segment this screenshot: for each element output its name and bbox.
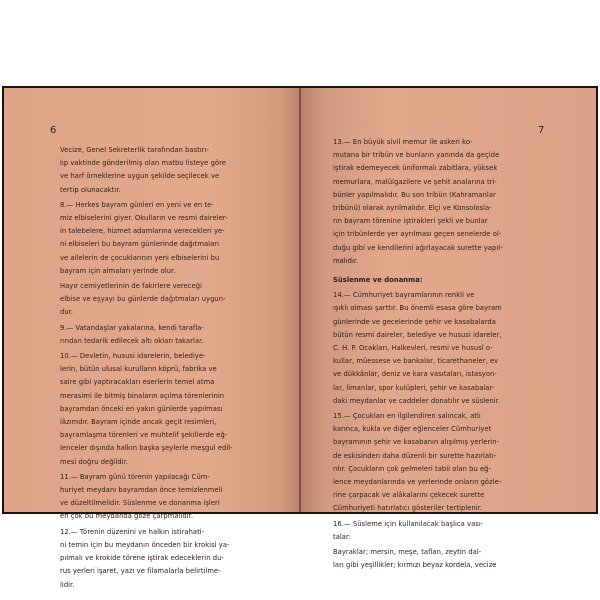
text-line: talar: <box>333 532 352 541</box>
text-line: lenceler dışında halkın başka şeylerle meşgul edil- <box>60 444 233 453</box>
page-number: 7 <box>538 125 545 136</box>
text-line: rus yerleri işaret, yazı ve filamalarla belirtilme- <box>60 567 221 576</box>
text-line: mutana bir tribün ve bunların yanında da geçide <box>333 151 500 160</box>
text-line: Cümhuriyeti hatırlatıcı gösteriler tertiplenir. <box>333 504 483 513</box>
paragraph <box>333 289 557 408</box>
text-line: 12.— Törenin düzenini ve halkın istirahati- <box>60 527 205 536</box>
text-line: lâzımdır. Bayram içinde ancak geçit resimleri, <box>60 418 217 427</box>
paragraph <box>60 471 274 524</box>
paragraph <box>60 322 274 348</box>
text-line: miz elbiselerini giyer. Okulların ve resmi daireler- <box>60 214 228 223</box>
left-page-body <box>60 144 274 594</box>
paragraph <box>60 526 274 592</box>
text-line: ve dükkânlar, deniz ve kara vasıtaları, istasyon- <box>333 370 497 379</box>
text-line: karınca, kukla ve diğer eğlenceler Cümhuriyet <box>333 425 492 434</box>
text-line: mesi doğru değildir. <box>60 457 129 466</box>
text-line: bayram için almaları yerinde olur. <box>60 266 176 275</box>
text-line: 15.— Çocukları en ilgilendiren salıncak, atlı <box>333 412 481 421</box>
text-line: rine çarpacak ve alâkalarını çekecek surette <box>333 491 485 500</box>
text-line: kullar, müessese ve bankalar, ticarethaneler, ev <box>333 357 499 366</box>
text-line: tribünü) olarak ayrılmalıdır. Elçi ve Konsolosla- <box>333 204 492 213</box>
text-line: 9.— Vatandaşlar yakalarına, kendi tarafla- <box>60 323 204 332</box>
text-line: merasimi ile bitmiş binaların açılma törenlerinin <box>60 391 225 400</box>
paragraph <box>333 136 557 268</box>
text-line: iştirak edemeyecek üniformalı zabitlara, yüksek <box>333 164 498 173</box>
right-page <box>301 88 596 570</box>
text-line: 8.— Herkes bayram günleri en yeni ve en te- <box>60 200 214 209</box>
text-line: 13.— En büyük sivil memur ile askeri ko- <box>333 138 473 146</box>
paragraph <box>333 518 557 544</box>
text-line: 11.— Bayram günü törenin yapılacağı Cüm- <box>60 472 210 481</box>
paragraph <box>60 199 274 278</box>
paragraph <box>60 350 274 469</box>
section-heading <box>333 274 557 287</box>
text-line: Hayır cemiyetlerinin de fakirlere vereceği <box>60 282 203 291</box>
text-line: rın bayram törenine iştirakleri şekli ve bunlar <box>333 217 488 226</box>
paragraph <box>333 546 557 572</box>
text-line: lerin, bütün ulusal kurulların köprü, fabrika ve <box>60 365 217 374</box>
text-line: de eskisinden daha düzenli bir surette hazırlatı- <box>333 451 497 460</box>
text-line: ni elbiseleri bu bayram günlerinde dağıtmaları <box>60 240 220 249</box>
text-line: in talebelere, hizmet adamlarına verecekleri ye- <box>60 227 225 236</box>
text-line: için tribünlerde yer ayrılması geçen senelerde ol- <box>333 230 502 239</box>
right-page-body <box>333 136 557 575</box>
text-line: 10.— Devletin, hususi idarelerin, belediye- <box>60 352 206 361</box>
text-line: en çok bu meydanda göze çarpmalıdır. <box>60 512 194 521</box>
text-line: rılır. Çocukların çok gelmeleri tabii olan bu eğ- <box>333 464 491 473</box>
paragraph <box>60 280 274 320</box>
text-line: 14.— Cümhuriyet bayramlarının renkli ve <box>333 291 475 300</box>
text-line: dur. <box>60 308 74 317</box>
text-line: daki meydanlar ve caddeler donatılır ve süslenir. <box>333 396 501 405</box>
text-line: duğu gibi ve kendilerini ağırlayacak surette yapıl- <box>333 243 503 252</box>
text-line: Süslenme ve donanma: <box>333 276 423 285</box>
text-line: lıp vaktinde gönderilmiş olan matbu listeye göre <box>60 159 226 168</box>
text-line: malıdır. <box>333 256 359 265</box>
text-line: ve ailelerin de çocuklarının yeni elbiselerini bu <box>60 253 220 262</box>
text-line: C. H. P. Ocakları, Halkevleri, resmi ve hususî o- <box>333 344 493 353</box>
left-page <box>4 88 301 589</box>
text-line: memurlara, malûlgazilere ve şehit analarına tri- <box>333 177 497 186</box>
paragraph <box>60 144 274 197</box>
text-line: lence meydanlarında ve yerlerinde onların gözle- <box>333 478 502 487</box>
text-line: ları gibi yeşillikler; kırmızı beyaz kordela, vecize <box>333 561 497 570</box>
text-line: lidir. <box>60 580 75 589</box>
text-line: bayramdan önceki en yakın günlerde yapılması <box>60 404 223 413</box>
text-line: bütün resmi daireler, belediye ve hususi idareler, <box>333 330 502 339</box>
paragraph <box>333 410 557 516</box>
text-line: bayramının şehir ve kasabanın alışılmış yerlerin- <box>333 438 500 447</box>
text-line: 16.— Süsleme için kullanılacak başlıca vası- <box>333 519 484 528</box>
text-line: huriyet meydanı bayramdan önce temizlenmeli <box>60 486 223 495</box>
text-line: elbise ve eşyayı bu günlerde dağıtmaları uygun- <box>60 295 226 304</box>
text-line: bayramlaşma törenleri ve muhtelif şekillerde eğ- <box>60 431 228 440</box>
text-line: saire gibi yaptıracakları eserlerin temel atma <box>60 378 215 387</box>
text-line: rından tedarik edilecek altı okları takarlar. <box>60 336 204 345</box>
open-booklet <box>2 86 598 589</box>
text-line: bünler yapılmalıdır. Bu son tribün (Kahramanlar <box>333 190 496 199</box>
text-line: ışıklı olması şarttır. Bu önemli esasa göre bayram <box>333 304 502 313</box>
text-line: tertip olunacaktır. <box>60 185 121 194</box>
text-line: ni temin için bu meydanın önceden bir krokisi ya- <box>60 540 230 549</box>
text-line: Bayraklar; mersin, meşe, taflan, zeytin dal- <box>333 548 482 557</box>
text-line: günlerinde ve gecelerinde şehir ve kasabalarda <box>333 317 496 326</box>
text-line: ve harf örneklerine uygun şekilde seçilecek ve <box>60 172 220 181</box>
text-line: pılmalı ve krokide törene iştirak edeceklerin du- <box>60 554 224 563</box>
text-line: ve düzeltilmelidir. Süslenme ve donanma işleri <box>60 499 220 508</box>
text-line: Vecize, Genel Sekreterlik tarafından bastırı- <box>60 146 210 154</box>
text-line: lar, limanlar, spor kulüpleri, şehir ve kasabalar- <box>333 383 495 392</box>
page-number: 6 <box>50 125 57 136</box>
